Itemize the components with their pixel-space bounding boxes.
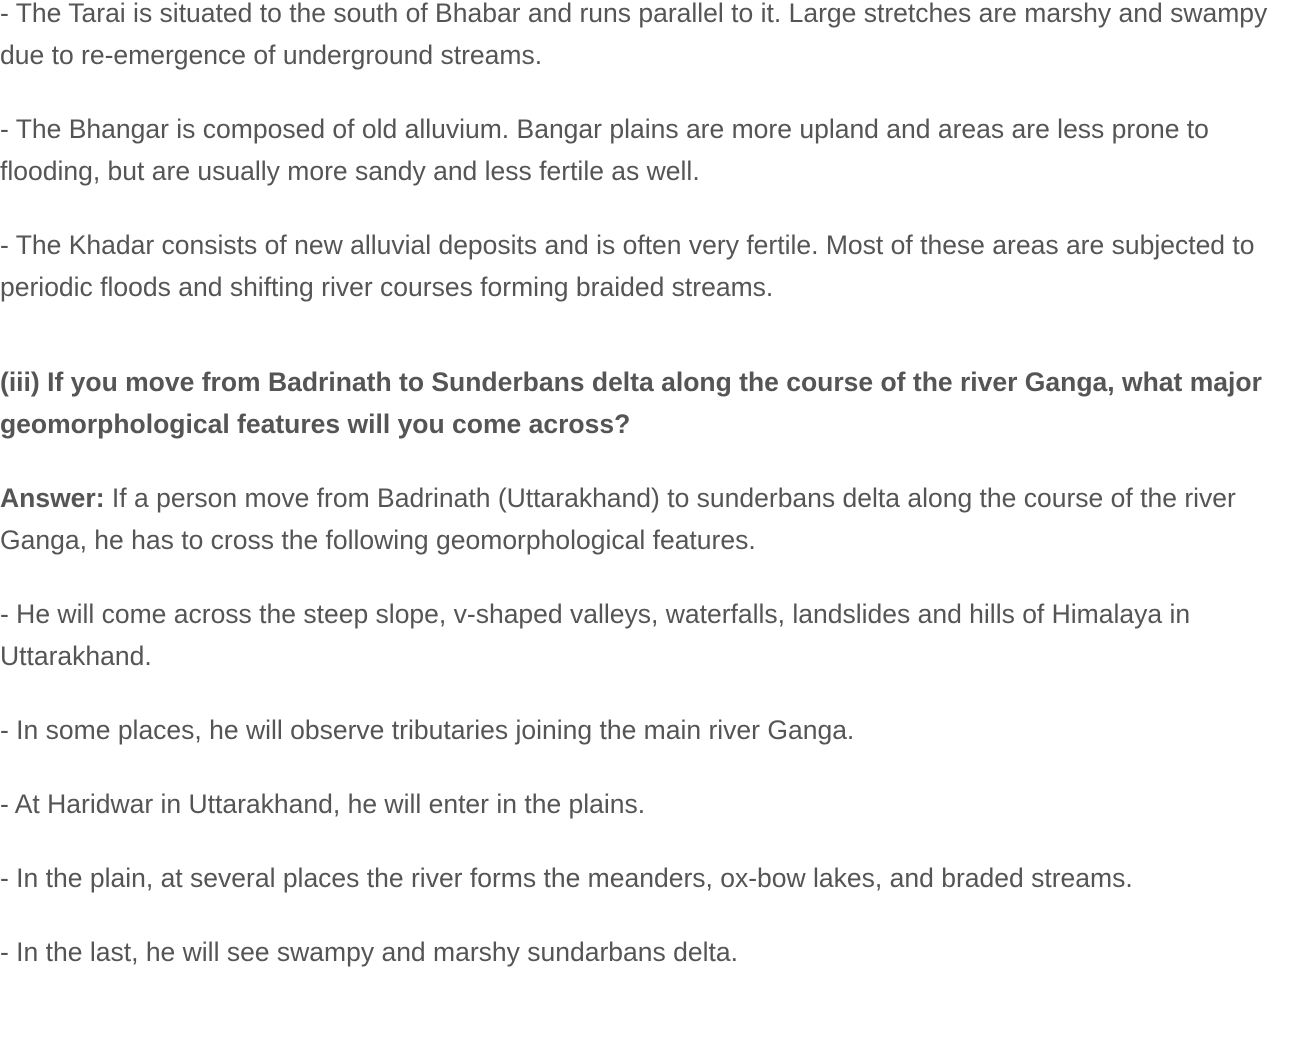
answer-text: If a person move from Badrinath (Uttarakhand) to sunderbans delta along the course of the river Ganga, he has to cross the following geomorphological features. — [0, 483, 1236, 555]
bullet-khadar: - The Khadar consists of new alluvial deposits and is often very fertile. Most of these areas are subjected to periodic floods and shifting river courses forming braided streams. — [0, 230, 1255, 302]
answer-label: Answer: — [0, 483, 105, 513]
bullet-plain-meanders: - In the plain, at several places the river forms the meanders, ox-bow lakes, and braded streams. — [0, 863, 1133, 893]
answer-paragraph — [0, 477, 1292, 561]
bullet-haridwar: - At Haridwar in Uttarakhand, he will enter in the plains. — [0, 789, 646, 819]
bullet-tributaries: - In some places, he will observe tributaries joining the main river Ganga. — [0, 715, 855, 745]
bullet-bhangar: - The Bhangar is composed of old alluvium. Bangar plains are more upland and areas are less prone to flooding, but are usually more sandy and less fertile as well. — [0, 114, 1209, 186]
bullet-sundarbans: - In the last, he will see swampy and marshy sundarbans delta. — [0, 937, 738, 967]
question-iii: (iii) If you move from Badrinath to Sunderbans delta along the course of the river Ganga, what major geomorphological features will you come across? — [0, 367, 1262, 439]
bullet-tarai: - The Tarai is situated to the south of Bhabar and runs parallel to it. Large stretches are marshy and swampy due to re-emergence of underground streams. — [0, 0, 1268, 70]
bullet-himalaya: - He will come across the steep slope, v-shaped valleys, waterfalls, landslides and hills of Himalaya in Uttarakhand. — [0, 599, 1191, 671]
